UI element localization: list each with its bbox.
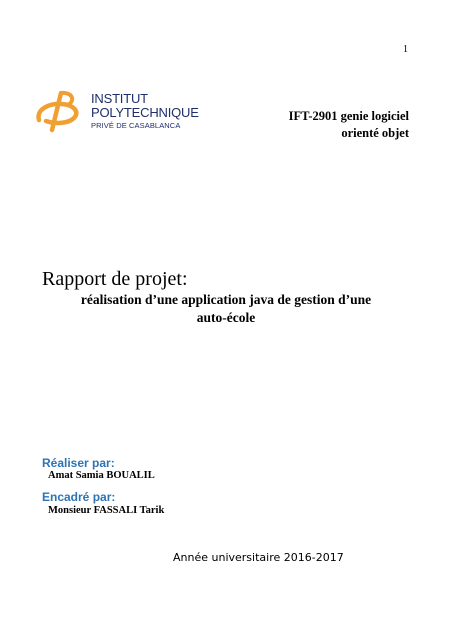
institute-logo <box>34 88 204 136</box>
logo-line-institut: INSTITUT <box>91 91 148 106</box>
course-code-line: IFT-2901 genie logiciel <box>288 109 409 123</box>
report-title: Rapport de projet: <box>42 268 188 290</box>
course-heading <box>289 108 409 142</box>
logo-line-polytechnique: POLYTECHNIQUE <box>91 105 199 120</box>
report-subtitle-line2: auto-école <box>196 310 256 325</box>
institute-emblem-icon <box>34 90 88 134</box>
authors-label: Réaliser par: <box>42 456 115 470</box>
supervisor-label: Encadré par: <box>42 490 116 504</box>
report-subtitle <box>40 291 412 327</box>
page-number: 1 <box>403 44 408 55</box>
author-name: Amat Samia BOUALIL <box>48 470 155 481</box>
logo-line-casablanca: PRIVÉ DE CASABLANCA <box>91 121 181 130</box>
report-subtitle-line1: réalisation d’une application java de gestion d’une <box>80 292 372 307</box>
course-subject-line: orienté objet <box>341 126 409 140</box>
institute-wordmark <box>91 92 199 130</box>
supervisor-name: Monsieur FASSALI Tarik <box>48 505 165 516</box>
academic-year: Année universitaire 2016-2017 <box>173 551 344 564</box>
